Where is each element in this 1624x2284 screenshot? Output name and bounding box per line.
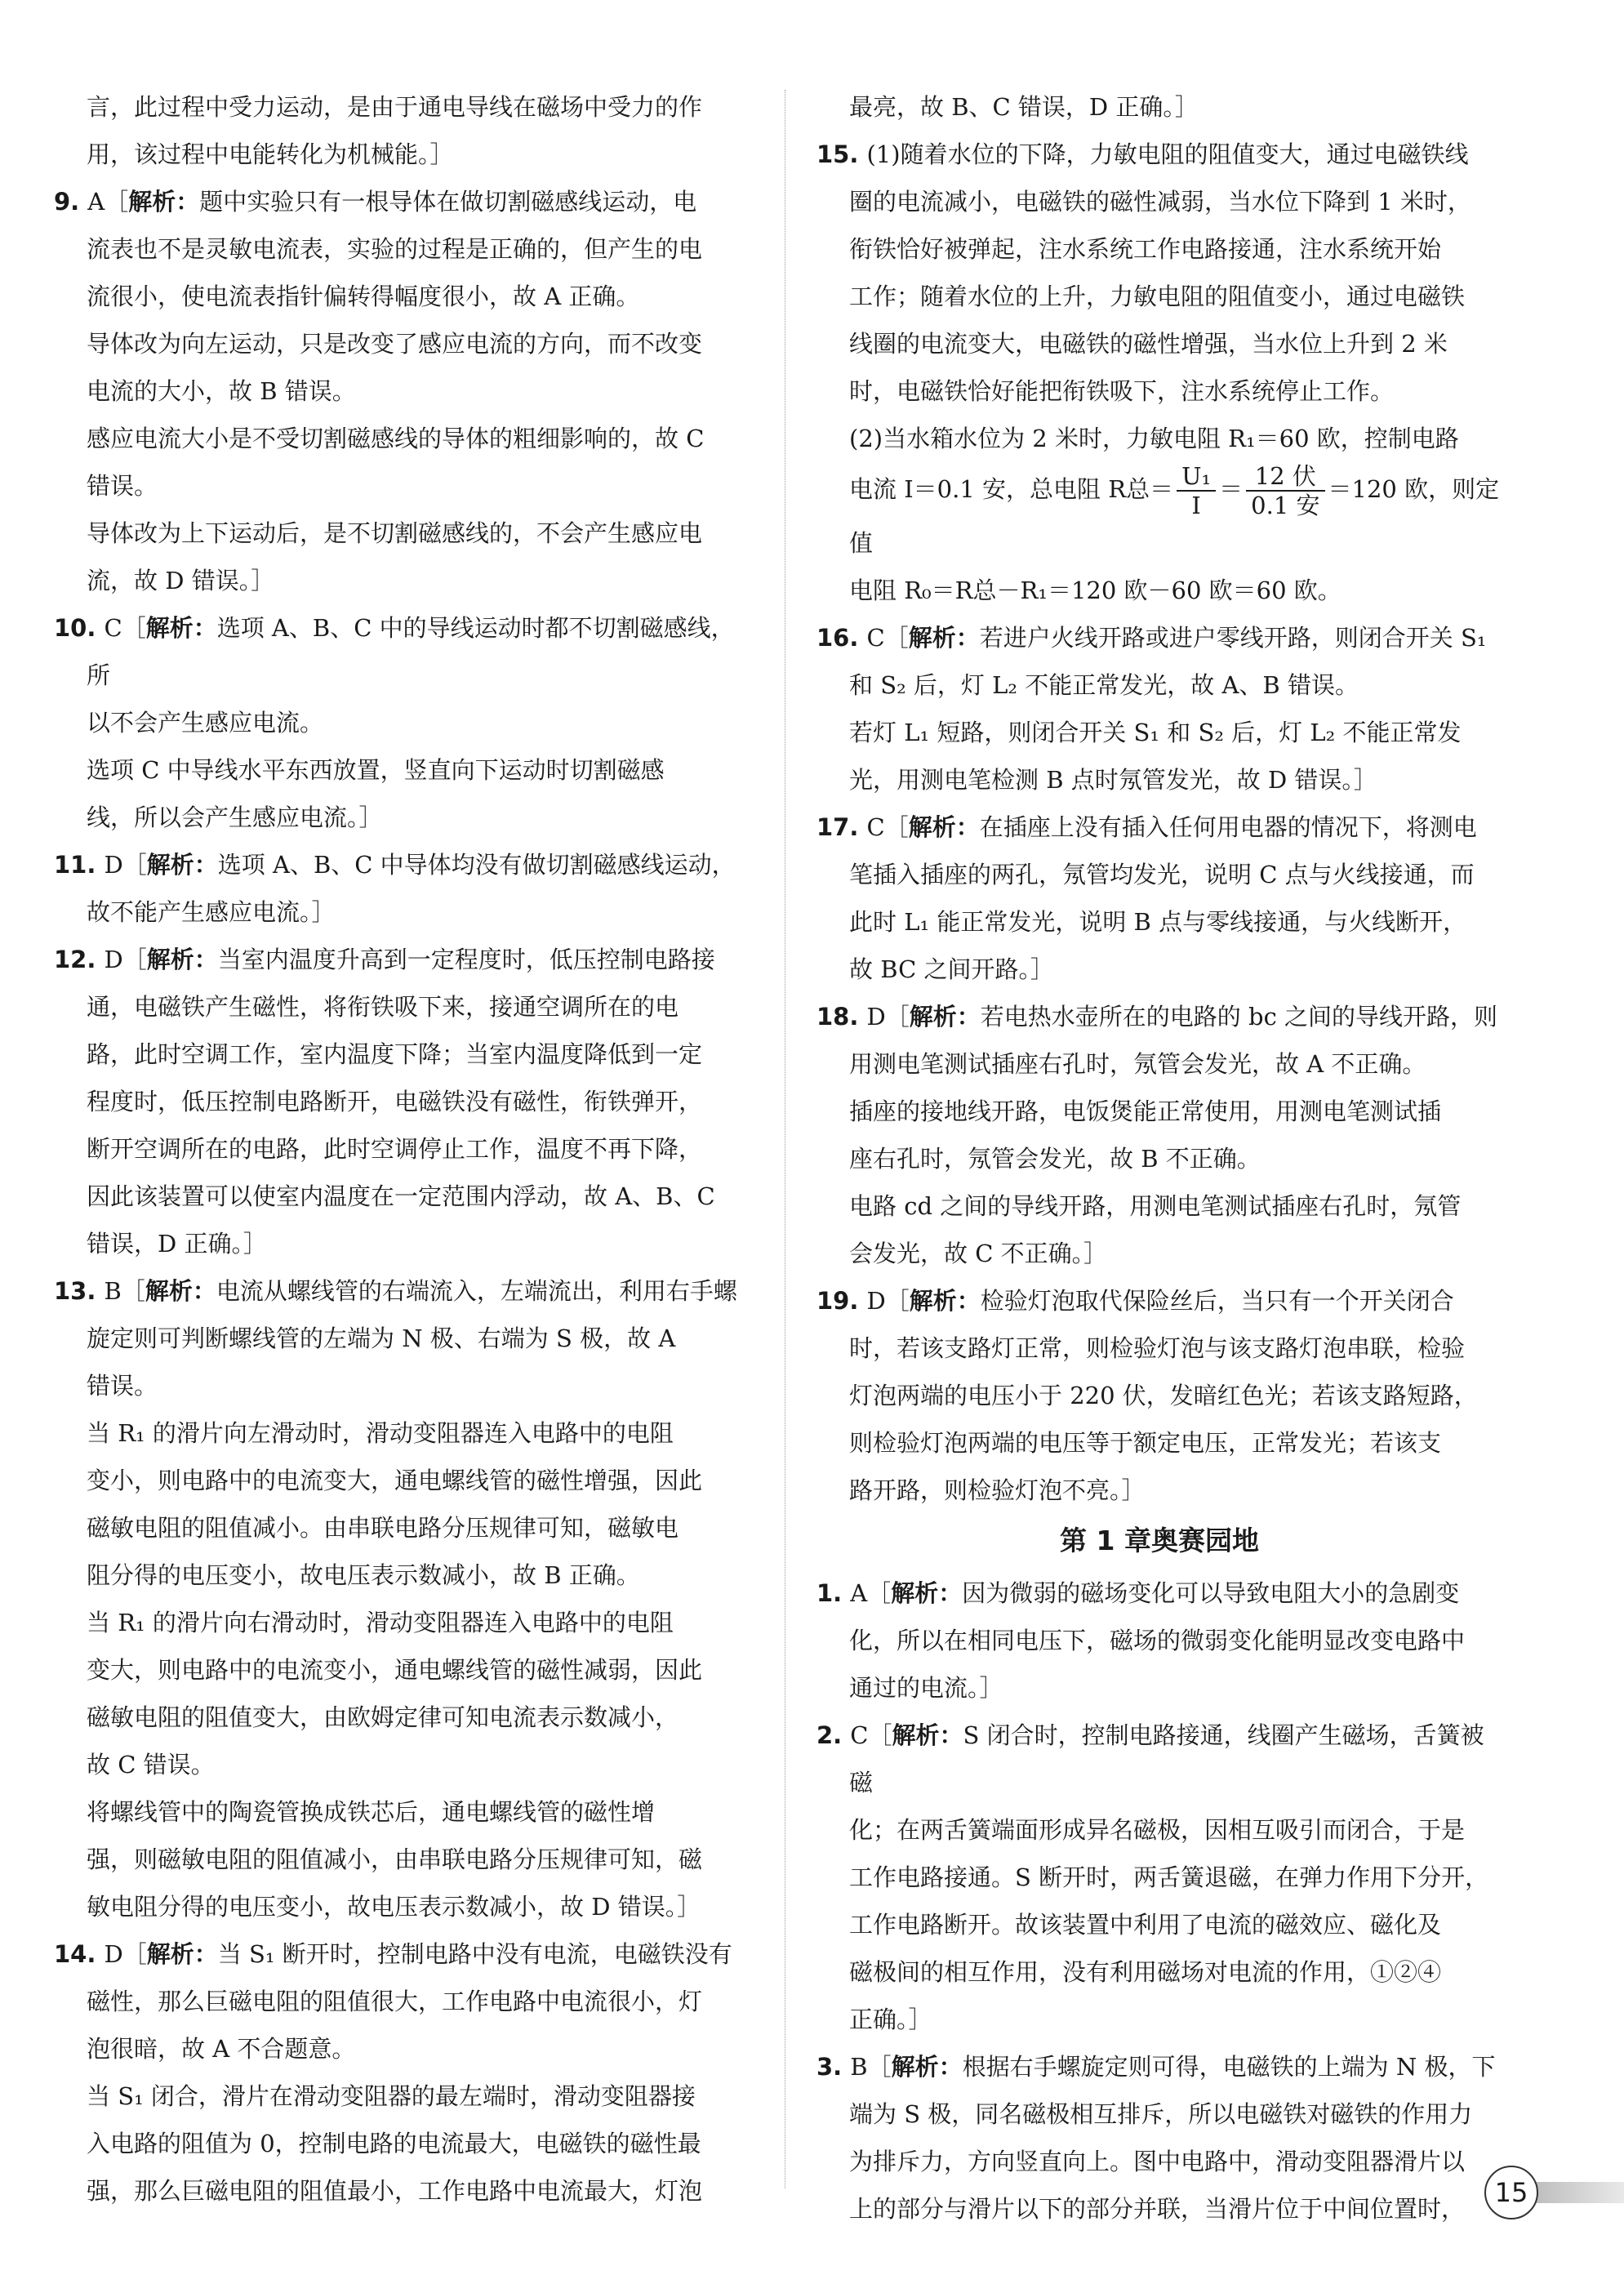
open-bracket: ［ (867, 2053, 892, 2081)
fraction-values (1246, 462, 1324, 519)
entry-first-line (816, 993, 1502, 1040)
entry-line: 此时 L₁ 能正常发光，说明 B 点与零线接通，与火线断开， (849, 908, 1467, 936)
entry-line: 衔铁恰好被弹起，注水系统工作电路接通，注水系统开始 (849, 235, 1442, 263)
entry-line: 因此该装置可以使室内温度在一定范围内浮动，故 A、B、C (87, 1182, 715, 1210)
continued-line: 最亮，故 B、C 错误，D 正确。］ (849, 93, 1199, 121)
answer-entry (54, 936, 741, 1267)
entry-line: 故不能产生感应电流。］ (87, 898, 336, 926)
entry-line: 则检验灯泡两端的电压等于额定电压，正常发光；若该支 (849, 1429, 1442, 1457)
entry-line: 流很小，使电流表指针偏转得幅度很小，故 A 正确。 (87, 283, 640, 310)
entry-line: 程度时，低压控制电路断开，电磁铁没有磁性，衔铁弹开， (87, 1088, 703, 1115)
answer-entry (54, 178, 741, 604)
open-bracket: ［ (884, 813, 909, 841)
page-number: 15 (1484, 2166, 1538, 2219)
open-bracket: ［ (867, 1579, 892, 1607)
entry-line: 化；在两舌簧端面形成异名磁极，因相互吸引而闭合，于是 (849, 1816, 1466, 1844)
answer-entry (816, 1277, 1502, 1514)
entry-line: 断开空调所在的电路，此时空调停止工作，温度不再下降， (87, 1135, 703, 1163)
continued-line: 言，此过程中受力运动，是由于通电导线在磁场中受力的作 (87, 93, 703, 121)
answer-entry (816, 993, 1502, 1277)
formula-line (816, 462, 1502, 567)
entry-line: 强，那么巨磁电阻的阻值最小，工作电路中电流最大，灯泡 (87, 2177, 703, 2205)
entry-line: 当 R₁ 的滑片向右滑动时，滑动变阻器连入电路中的电阻 (87, 1609, 674, 1636)
analysis-tag: 解析： (146, 851, 218, 879)
entry-first-line (816, 804, 1502, 851)
entry-line: 当 S₁ 闭合，滑片在滑动变阻器的最左端时，滑动变阻器接 (87, 2082, 696, 2110)
entry-first-line (54, 841, 741, 888)
open-bracket: ［ (868, 1721, 892, 1749)
entry-line: 敏电阻分得的电压变小，故电压表示数减小，故 D 错误。］ (87, 1893, 701, 1921)
entry-line: 入电路的阻值为 0，控制电路的电流最大，电磁铁的磁性最 (87, 2130, 701, 2157)
formula-pre: 电流 I＝0.1 安，总电阻 R总＝ (849, 475, 1174, 503)
entry-line: 感应电流大小是不受切割磁感线的导体的粗细影响的，故 C (87, 425, 705, 452)
answer-letter: D (104, 851, 123, 879)
entry-line: 以不会产生感应电流。 (87, 709, 324, 737)
entry-line: 变大，则电路中的电流变小，通电螺线管的磁性减弱，因此 (87, 1656, 703, 1684)
open-bracket: ［ (884, 624, 909, 652)
entry-line: 故 BC 之间开路。］ (849, 955, 1054, 983)
analysis-tag: 解析： (128, 188, 200, 216)
entry-line: 用测电笔测试插座右孔时，氖管会发光，故 A 不正确。 (849, 1050, 1426, 1078)
question-number: 12. (54, 946, 105, 973)
entry-text: 当室内温度升高到一定程度时，低压控制电路接 (217, 946, 715, 973)
open-bracket: ［ (122, 946, 147, 973)
entry-line: 电阻 R₀＝R总－R₁＝120 欧－60 欧＝60 欧。 (849, 577, 1341, 604)
question-number: 11. (54, 851, 105, 879)
entry-line: (2)当水箱水位为 2 米时，力敏电阻 R₁＝60 欧，控制电路 (849, 425, 1459, 452)
entry-first-line (816, 614, 1502, 661)
analysis-tag: 解析： (145, 1277, 216, 1305)
analysis-tag: 解析： (891, 2053, 963, 2081)
answer-letter: C (850, 1721, 869, 1749)
entry-line: 化，所以在相同电压下，磁场的微弱变化能明显改变电路中 (849, 1627, 1466, 1654)
entry-line: 工作；随着水位的上升，力敏电阻的阻值变小，通过电磁铁 (849, 283, 1466, 310)
entry-text: 若电热水壶所在的电路的 bc 之间的导线开路，则 (980, 1003, 1498, 1031)
entry-text: (1)随着水位的下降，力敏电阻的阻值变大，通过电磁铁线 (866, 140, 1469, 168)
answer-entry (54, 1267, 741, 1930)
answer-entry (816, 1569, 1502, 1712)
fraction-denominator: 0.1 安 (1251, 492, 1320, 519)
entry-first-line (54, 604, 741, 699)
analysis-tag: 解析： (892, 1721, 963, 1749)
question-number: 18. (816, 1003, 867, 1031)
question-number: 16. (816, 624, 867, 652)
entry-line: 线圈的电流变大，电磁铁的磁性增强，当水位上升到 2 米 (849, 330, 1448, 358)
entry-first-line (816, 131, 1502, 178)
continued-line: 用，该过程中电能转化为机械能。］ (87, 140, 454, 168)
entry-first-line (816, 1712, 1502, 1806)
entry-line: 磁敏电阻的阻值减小。由串联电路分压规律可知，磁敏电 (87, 1514, 679, 1542)
right-column (816, 83, 1502, 2233)
formula-post: ＝120 欧，则定值 (849, 475, 1500, 557)
section-title: 第 1 章奥赛园地 (1060, 1525, 1259, 1556)
entry-text: 题中实验只有一根导体在做切割磁感线运动，电 (199, 188, 697, 216)
entry-first-line (54, 936, 741, 983)
entry-line: 将螺线管中的陶瓷管换成铁芯后，通电螺线管的磁性增 (87, 1798, 656, 1826)
entry-text: 检验灯泡取代保险丝后，当只有一个开关闭合 (980, 1287, 1454, 1315)
page-tab-decoration (1533, 2182, 1624, 2203)
entry-line: 上的部分与滑片以下的部分并联，当滑片位于中间位置时， (849, 2195, 1466, 2223)
entry-line: 流，故 D 错误。］ (87, 567, 275, 594)
entry-text: 当 S₁ 断开时，控制电路中没有电流，电磁铁没有 (217, 1940, 732, 1968)
entry-line: 插座的接地线开路，电饭煲能正常使用，用测电笔测试插 (849, 1097, 1442, 1125)
answer-letter: A (850, 1579, 868, 1607)
open-bracket: ［ (105, 188, 129, 216)
answer-entry-15 (816, 131, 1502, 614)
question-number: 10. (54, 614, 105, 642)
analysis-tag: 解析： (909, 1287, 981, 1315)
entry-line: 通，电磁铁产生磁性，将衔铁吸下来，接通空调所在的电 (87, 993, 679, 1021)
entry-text: 若进户火线开路或进户零线开路，则闭合开关 S₁ (979, 624, 1487, 652)
entry-line: 座右孔时，氖管会发光，故 B 不正确。 (849, 1145, 1261, 1173)
entry-text: 在插座上没有插入任何用电器的情况下，将测电 (979, 813, 1477, 841)
answer-entry (54, 841, 741, 936)
entry-first-line (54, 1267, 741, 1315)
entry-line: 阻分得的电压变小，故电压表示数减小，故 B 正确。 (87, 1561, 640, 1589)
answer-entry (816, 2043, 1502, 2233)
answer-entry (816, 804, 1502, 993)
entry-line: 光，用测电笔检测 B 点时氖管发光，故 D 错误。］ (849, 766, 1377, 794)
entry-line: 端为 S 极，同名磁极相互排斥，所以电磁铁对磁铁的作用力 (849, 2100, 1473, 2128)
answer-letter: B (104, 1277, 122, 1305)
question-number: 14. (54, 1940, 105, 1968)
equals-sign: ＝ (1219, 475, 1244, 503)
open-bracket: ［ (885, 1287, 910, 1315)
entry-line: 电流的大小，故 B 错误。 (87, 377, 356, 405)
question-number: 13. (54, 1277, 105, 1305)
entry-line: 路，此时空调工作，室内温度下降；当室内温度降低到一定 (87, 1040, 703, 1068)
entry-first-line (54, 1930, 741, 1978)
answer-letter: C (866, 813, 885, 841)
entry-line: 若灯 L₁ 短路，则闭合开关 S₁ 和 S₂ 后，灯 L₂ 不能正常发 (849, 719, 1462, 746)
entry-text: 根据右手螺旋定则可得，电磁铁的上端为 N 极，下 (962, 2053, 1496, 2081)
entry-line: 时，若该支路灯正常，则检验灯泡与该支路灯泡串联，检验 (849, 1334, 1466, 1362)
entry-line: 圈的电流减小，电磁铁的磁性减弱，当水位下降到 1 米时， (849, 188, 1471, 216)
entry-text: 选项 A、B、C 中导体均没有做切割磁感线运动， (217, 851, 736, 879)
entry-line: 笔插入插座的两孔，氖管均发光，说明 C 点与火线接通，而 (849, 861, 1475, 888)
entry-line: 选项 C 中导线水平东西放置，竖直向下运动时切割磁感 (87, 756, 665, 784)
answer-letter: D (866, 1287, 886, 1315)
entry-line: 强，则磁敏电阻的阻值减小，由串联电路分压规律可知，磁 (87, 1845, 703, 1873)
entry-text: 电流从螺线管的右端流入，左端流出，利用右手螺 (216, 1277, 737, 1305)
entry-line: 工作电路断开。故该装置中利用了电流的磁效应、磁化及 (849, 1911, 1442, 1939)
analysis-tag: 解析： (908, 813, 980, 841)
entry-line: 导体改为向左运动，只是改变了感应电流的方向，而不改变 (87, 330, 703, 358)
answer-entry (816, 1712, 1502, 2043)
entry-line: 流表也不是灵敏电流表，实验的过程是正确的，但产生的电 (87, 235, 703, 263)
entry-line: 电路 cd 之间的导线开路，用测电笔测试插座右孔时，氖管 (849, 1192, 1462, 1220)
fraction-u-over-i (1177, 462, 1216, 519)
entry-first-line (816, 2043, 1502, 2090)
entry-line: 灯泡两端的电压小于 220 伏，发暗红色光；若该支路短路， (849, 1382, 1478, 1409)
analysis-tag: 解析： (891, 1579, 963, 1607)
entry-line: 为排斥力，方向竖直向上。图中电路中，滑动变阻器滑片以 (849, 2148, 1466, 2175)
question-number: 15. (816, 140, 867, 168)
entry-text: 选项 A、B、C 中的导线运动时都不切割磁感线，所 (87, 614, 735, 689)
fraction-denominator: I (1191, 492, 1201, 519)
answer-letter: D (866, 1003, 886, 1031)
answer-letter: C (104, 614, 122, 642)
answer-entry (54, 604, 741, 841)
fraction-numerator: 12 伏 (1246, 462, 1324, 492)
question-number: 17. (816, 813, 867, 841)
analysis-tag: 解析： (145, 614, 217, 642)
entry-line: 会发光，故 C 不正确。］ (849, 1240, 1108, 1267)
entry-line: 正确。］ (849, 2006, 932, 2033)
question-number: 3. (816, 2053, 851, 2081)
answer-letter: A (87, 188, 105, 216)
entry-line: 错误。 (87, 1372, 158, 1400)
question-number: 9. (54, 188, 88, 216)
question-number: 1. (816, 1579, 851, 1607)
entry-first-line (816, 1277, 1502, 1325)
analysis-tag: 解析： (146, 946, 218, 973)
answer-entry (816, 614, 1502, 804)
open-bracket: ［ (122, 614, 146, 642)
open-bracket: ［ (122, 1940, 147, 1968)
entry-line: 和 S₂ 后，灯 L₂ 不能正常发光，故 A、B 错误。 (849, 671, 1359, 699)
entry-line: 工作电路接通。S 断开时，两舌簧退磁，在弹力作用下分开， (849, 1863, 1489, 1891)
answer-letter: B (850, 2053, 868, 2081)
entry-first-line (816, 1569, 1502, 1617)
question-number: 2. (816, 1721, 851, 1749)
entry-line: 线，所以会产生感应电流。］ (87, 804, 383, 831)
question-number: 19. (816, 1287, 867, 1315)
entry-text: 因为微弱的磁场变化可以导致电阻大小的急剧变 (962, 1579, 1460, 1607)
entry-line: 时，电磁铁恰好能把衔铁吸下，注水系统停止工作。 (849, 377, 1395, 405)
entry-line: 旋定则可判断螺线管的左端为 N 极、右端为 S 极，故 A (87, 1325, 676, 1352)
answer-letter: D (104, 1940, 123, 1968)
fraction-numerator: U₁ (1177, 462, 1216, 492)
answer-letter: D (104, 946, 123, 973)
entry-line: 错误。 (87, 472, 158, 500)
analysis-tag: 解析： (146, 1940, 218, 1968)
entry-line: 故 C 错误。 (87, 1751, 215, 1779)
analysis-tag: 解析： (908, 624, 980, 652)
open-bracket: ［ (122, 851, 147, 879)
entry-text: S 闭合时，控制电路接通，线圈产生磁场，舌簧被磁 (849, 1721, 1484, 1796)
entry-first-line (54, 178, 741, 225)
answer-entry (54, 1930, 741, 2215)
left-column (54, 83, 741, 2215)
entry-line: 错误，D 正确。］ (87, 1230, 267, 1258)
entry-line: 导体改为上下运动后，是不切割磁感线的，不会产生感应电 (87, 519, 703, 547)
entry-line: 变小，则电路中的电流变大，通电螺线管的磁性增强，因此 (87, 1467, 703, 1494)
open-bracket: ［ (121, 1277, 145, 1305)
open-bracket: ［ (885, 1003, 910, 1031)
entry-line: 磁敏电阻的阻值变大，由欧姆定律可知电流表示数减小， (87, 1703, 679, 1731)
analysis-tag: 解析： (909, 1003, 981, 1031)
entry-line: 路开路，则检验灯泡不亮。］ (849, 1476, 1146, 1504)
entry-line: 通过的电流。］ (849, 1674, 1003, 1702)
entry-line: 当 R₁ 的滑片向左滑动时，滑动变阻器连入电路中的电阻 (87, 1419, 674, 1447)
entry-line: 泡很暗，故 A 不合题意。 (87, 2035, 356, 2063)
answer-letter: C (866, 624, 885, 652)
entry-line: 磁性，那么巨磁电阻的阻值很大，工作电路中电流很小，灯 (87, 1988, 703, 2015)
entry-line: 磁极间的相互作用，没有利用磁场对电流的作用，①②④ (849, 1958, 1442, 1986)
